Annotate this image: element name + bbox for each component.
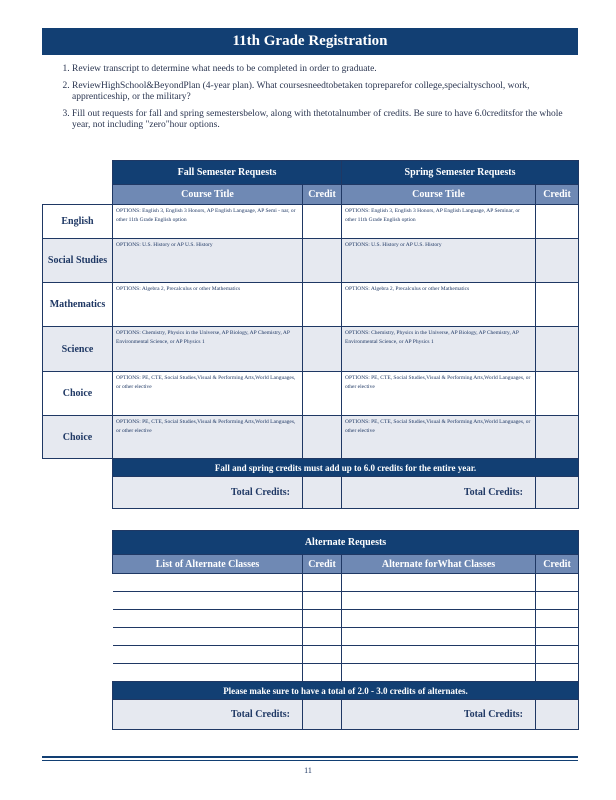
subject-label: Mathematics	[43, 283, 113, 327]
alt-credit-cell[interactable]	[303, 574, 342, 592]
page-title: 11th Grade Registration	[42, 28, 578, 55]
alt-class-cell[interactable]	[113, 664, 303, 682]
fall-semester-header: Fall Semester Requests	[113, 161, 342, 185]
spring-total-credits-label: Total Credits:	[342, 477, 536, 509]
table-row	[43, 372, 579, 416]
alt-credit-cell[interactable]	[303, 610, 342, 628]
fall-credit-cell[interactable]	[303, 416, 342, 459]
spring-course-cell[interactable]: OPTIONS: U.S. History or AP U.S. History	[342, 239, 536, 283]
alt-for-cell[interactable]	[342, 610, 536, 628]
alt-for-total-credits-label: Total Credits:	[342, 700, 536, 730]
alt-for-credit-header: Credit	[536, 555, 579, 574]
alt-class-cell[interactable]	[113, 628, 303, 646]
subject-label: Choice	[43, 416, 113, 459]
fall-course-cell[interactable]: OPTIONS: English 3, English 3 Honors, AP English Language, AP Semi - nar, or other 11th Grade English option	[113, 205, 303, 239]
alt-list-header: List of Alternate Classes	[113, 555, 303, 574]
alt-for-credit-cell[interactable]	[536, 610, 579, 628]
fall-credit-cell[interactable]	[303, 205, 342, 239]
alternates-requirement-banner: Please make sure to have a total of 2.0 - 3.0 credits of alternates.	[113, 682, 579, 700]
alt-for-cell[interactable]	[342, 664, 536, 682]
spring-course-cell[interactable]: OPTIONS: English 3, English 3 Honors, AP English Language, AP Seminar, or other 11th Grade English option	[342, 205, 536, 239]
spring-course-cell[interactable]: OPTIONS: Algebra 2, Precalculus or other Mathematics	[342, 283, 536, 327]
fall-course-cell[interactable]: OPTIONS: PE, CTE, Social Studies,Visual & Performing Arts,World Languages, or other elective	[113, 372, 303, 416]
fall-course-title-header: Course Title	[113, 185, 303, 205]
instruction-item: 1. Review transcript to determine what needs to be completed in order to graduate.	[72, 64, 582, 75]
alt-for-credit-cell[interactable]	[536, 664, 579, 682]
fall-course-cell[interactable]: OPTIONS: Chemistry, Physics in the Universe, AP Biology, AP Chemistry, AP Environmental Science, or AP Physics 1	[113, 327, 303, 372]
spring-credit-cell[interactable]	[536, 372, 579, 416]
subject-label: English	[43, 205, 113, 239]
alt-total-credits-label: Total Credits:	[113, 700, 303, 730]
alt-class-cell[interactable]	[113, 610, 303, 628]
fall-total-credits-label: Total Credits:	[113, 477, 303, 509]
alt-for-credit-cell[interactable]	[536, 574, 579, 592]
page-number: 11	[304, 766, 312, 775]
alt-class-cell[interactable]	[113, 574, 303, 592]
alt-credit-cell[interactable]	[303, 646, 342, 664]
alt-for-cell[interactable]	[342, 628, 536, 646]
footer-divider	[42, 760, 578, 761]
alt-credit-cell[interactable]	[303, 664, 342, 682]
subject-label: Social Studies	[43, 239, 113, 283]
alt-class-cell[interactable]	[113, 646, 303, 664]
alt-credit-header: Credit	[303, 555, 342, 574]
alt-for-header: Alternate forWhat Classes	[342, 555, 536, 574]
spring-credit-header: Credit	[536, 185, 579, 205]
instruction-item: 2. ReviewHighSchool&BeyondPlan (4-year plan). What coursesneedtobetaken topreparefor college,specialtyschool, work, apprenticeship, or the military?	[72, 81, 582, 103]
alternate-requests-table	[112, 530, 578, 730]
spring-credit-cell[interactable]	[536, 205, 579, 239]
table-row	[43, 239, 579, 283]
spring-credit-cell[interactable]	[536, 239, 579, 283]
alt-for-cell[interactable]	[342, 646, 536, 664]
spring-semester-header: Spring Semester Requests	[342, 161, 579, 185]
semester-requests-table	[42, 160, 578, 509]
alt-class-cell[interactable]	[113, 592, 303, 610]
alternate-requests-header: Alternate Requests	[113, 531, 579, 555]
table-row	[43, 416, 579, 459]
alt-for-cell[interactable]	[342, 592, 536, 610]
alt-for-credit-cell[interactable]	[536, 628, 579, 646]
alt-for-cell[interactable]	[342, 574, 536, 592]
fall-course-cell[interactable]: OPTIONS: Algebra 2, Precalculus or other Mathematics	[113, 283, 303, 327]
spring-credit-cell[interactable]	[536, 327, 579, 372]
footer-divider	[42, 756, 578, 758]
fall-course-cell[interactable]: OPTIONS: PE, CTE, Social Studies,Visual & Performing Arts,World Languages, or other elective	[113, 416, 303, 459]
spring-credit-cell[interactable]	[536, 416, 579, 459]
spring-course-cell[interactable]: OPTIONS: PE, CTE, Social Studies,Visual & Performing Arts,World Languages, or other elective	[342, 416, 536, 459]
table-row	[43, 283, 579, 327]
spring-course-cell[interactable]: OPTIONS: PE, CTE, Social Studies,Visual & Performing Arts,World Languages, or other elective	[342, 372, 536, 416]
table-row	[43, 327, 579, 372]
alt-total-credits-cell[interactable]	[303, 700, 342, 730]
subject-label: Choice	[43, 372, 113, 416]
table-row	[113, 574, 579, 592]
fall-course-cell[interactable]: OPTIONS: U.S. History or AP U.S. History	[113, 239, 303, 283]
fall-credit-cell[interactable]	[303, 372, 342, 416]
table-row	[113, 628, 579, 646]
alt-for-credit-cell[interactable]	[536, 646, 579, 664]
table-row	[113, 664, 579, 682]
table-row	[113, 610, 579, 628]
alt-for-total-credits-cell[interactable]	[536, 700, 579, 730]
table-row	[43, 205, 579, 239]
alt-credit-cell[interactable]	[303, 592, 342, 610]
subject-label: Science	[43, 327, 113, 372]
alt-for-credit-cell[interactable]	[536, 592, 579, 610]
instructions-list	[56, 64, 582, 137]
table-row	[113, 592, 579, 610]
spring-total-credits-cell[interactable]	[536, 477, 579, 509]
fall-credit-cell[interactable]	[303, 283, 342, 327]
credits-requirement-banner: Fall and spring credits must add up to 6.0 credits for the entire year.	[113, 459, 579, 477]
spring-credit-cell[interactable]	[536, 283, 579, 327]
fall-credit-cell[interactable]	[303, 239, 342, 283]
alt-credit-cell[interactable]	[303, 628, 342, 646]
fall-credit-header: Credit	[303, 185, 342, 205]
table-row	[113, 646, 579, 664]
spring-course-title-header: Course Title	[342, 185, 536, 205]
instruction-item: 3. Fill out requests for fall and spring semestersbelow, along with thetotalnumber of credits. Be sure to have 6.0creditsfor the whole year, not including "zero"hour options.	[72, 109, 582, 131]
spring-course-cell[interactable]: OPTIONS: Chemistry, Physics in the Universe, AP Biology, AP Chemistry, AP Environmental Science, or AP Physics 1	[342, 327, 536, 372]
fall-credit-cell[interactable]	[303, 327, 342, 372]
fall-total-credits-cell[interactable]	[303, 477, 342, 509]
